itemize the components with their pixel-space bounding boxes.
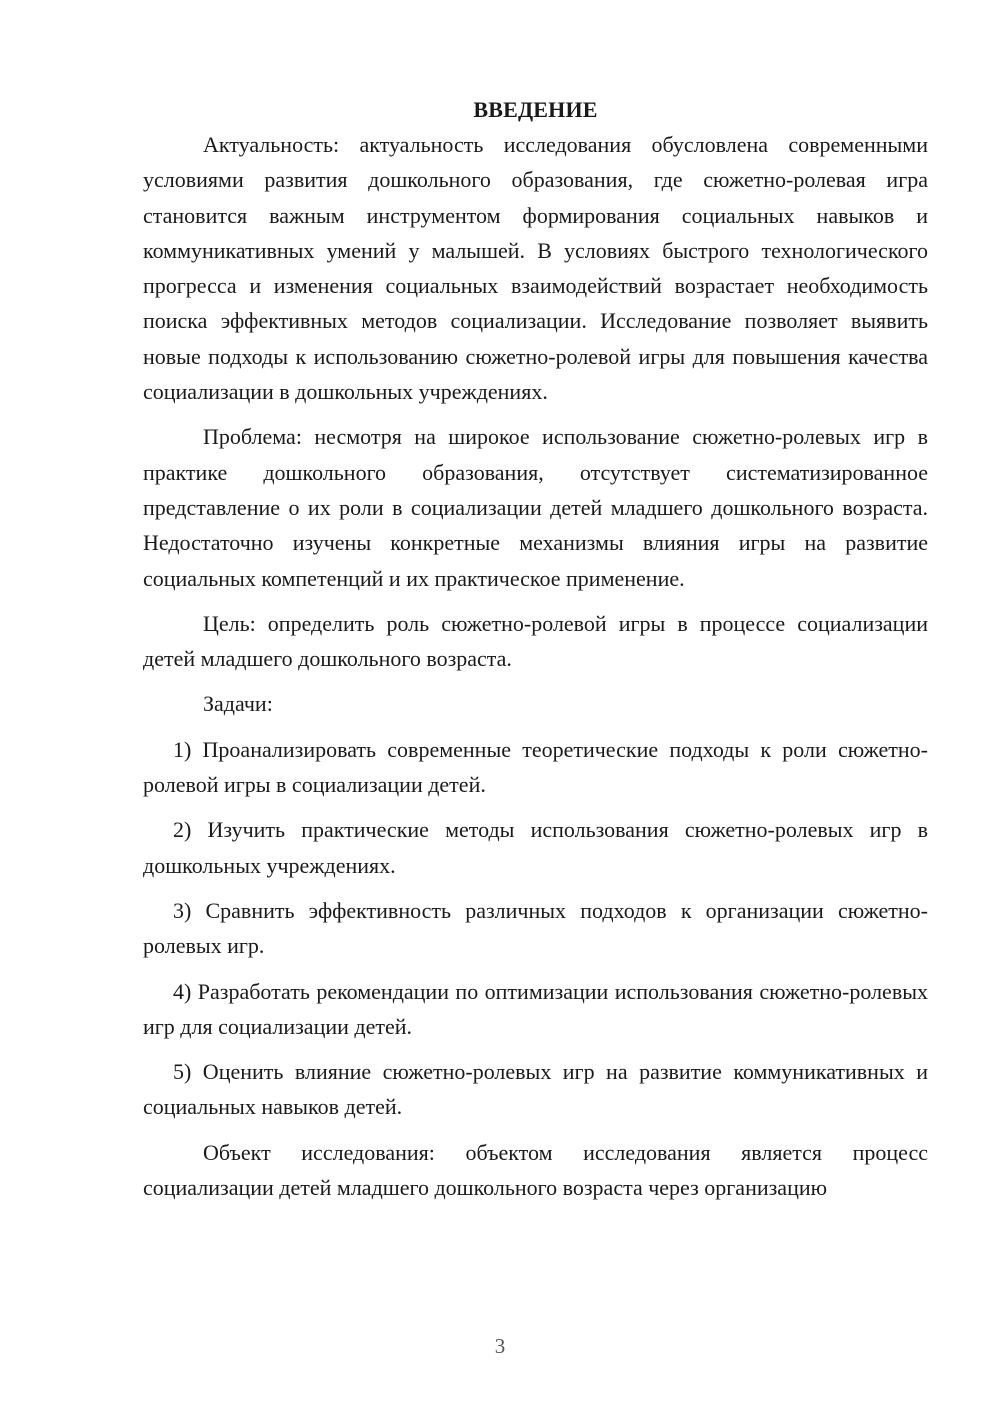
task-item: 5) Оценить влияние сюжетно-ролевых игр на развитие коммуникативных и социальных навыков детей. — [143, 1059, 928, 1120]
task-item: 4) Разработать рекомендации по оптимизации использования сюжетно-ролевых игр для социализации детей. — [143, 978, 928, 1039]
goal-paragraph: Цель: определить роль сюжетно-ролевой игры в процессе социализации детей младшего дошкольного возраста. — [143, 610, 928, 672]
document-page — [143, 92, 928, 1205]
section-title: ВВЕДЕНИЕ — [473, 97, 598, 122]
tasks-heading: Задачи: — [203, 691, 273, 717]
problem-paragraph: Проблема: несмотря на широкое использование сюжетно-ролевых игр в практике дошкольного образования, отсутствует систематизированное представление о их роли в социализации детей младшего дошкольного возраста. Недостаточно изучены конкретные механизмы влияния игры на развитие социальных компетенций и их практическое применение. — [143, 424, 928, 591]
actuality-paragraph: Актуальность: актуальность исследования обусловлена современными условиями развития дошкольного образования, где сюжетно-ролевая игра становится важным инструментом формирования социальных навыков и коммуникативных умений у малышей. В условиях быстрого технологического прогресса и изменения социальных взаимодействий возрастает необходимость поиска эффективных методов социализации. Исследование позволяет выявить новые подходы к использованию сюжетно-ролевой игры для повышения качества социализации в дошкольных учреждениях. — [143, 132, 928, 405]
task-item: 2) Изучить практические методы использования сюжетно-ролевых игр в дошкольных учреждениях. — [143, 817, 928, 878]
object-paragraph: Объект исследования: объектом исследования является процесс социализации детей младшего дошкольного возраста через организацию — [143, 1139, 928, 1201]
task-item: 3) Сравнить эффективность различных подходов к организации сюжетно-ролевых игр. — [143, 897, 928, 959]
page-number: 3 — [494, 1334, 506, 1358]
task-item: 1) Проанализировать современные теоретические подходы к роли сюжетно-ролевой игры в социализации детей. — [143, 736, 928, 798]
